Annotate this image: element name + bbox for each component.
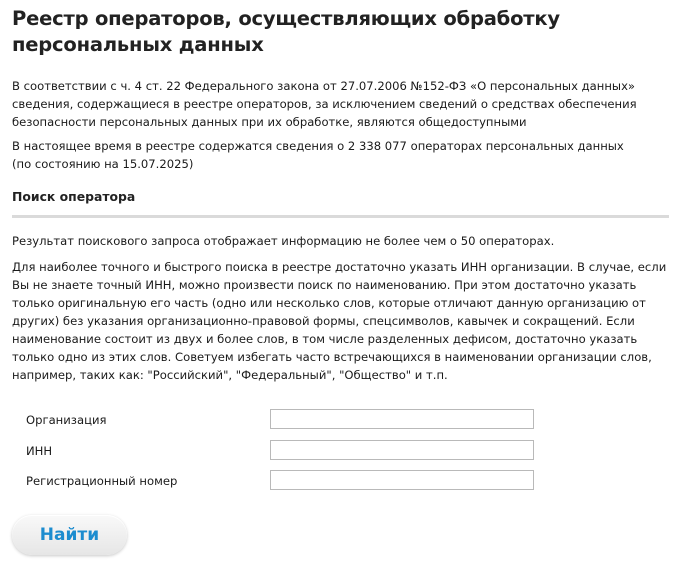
search-button[interactable]: Найти: [12, 515, 127, 555]
form-row-inn: [26, 440, 556, 462]
form-row-reg-number: [26, 470, 556, 492]
organization-input[interactable]: [270, 409, 534, 429]
section-divider: [12, 215, 669, 218]
organization-label: Организация: [26, 413, 107, 427]
section-title-search: Поиск оператора: [12, 189, 136, 204]
reg-number-input[interactable]: [270, 470, 534, 490]
inn-input[interactable]: [270, 440, 534, 460]
reg-number-label: Регистрационный номер: [26, 474, 178, 488]
registry-count-text: [12, 137, 672, 173]
results-limit-note: Результат поискового запроса отображает информацию не более чем о 50 операторах.: [12, 234, 555, 248]
page-content: [12, 6, 672, 545]
registry-count-line: В настоящее время в реестре содержатся сведения о 2 338 077 операторах персональных данных: [12, 139, 624, 153]
form-row-organization: [26, 409, 556, 431]
search-hint-text: Для наиболее точного и быстрого поиска в реестре достаточно указать ИНН организации. В случае, если Вы не знаете точный ИНН, можно произвести поиск по наименованию. При этом достаточно указать только оригинальную его часть (одно или несколько слов, которые отличают данную организацию от других) без указания организационно-правовой формы, спецсимволов, кавычек и сокращений. Если наименование состоит из двух и более слов, в том числе разделенных дефисом, достаточно указать только одно из этих слов. Советуем избегать часто встречающихся в наименовании организации слов, например, таких как: "Российский", "Федеральный", "Общество" и т.п.: [12, 260, 667, 382]
page-title: Реестр операторов, осуществляющих обработку персональных данных: [12, 7, 560, 56]
registry-date-line: (по состоянию на 15.07.2025): [12, 157, 194, 171]
inn-label: ИНН: [26, 444, 53, 458]
intro-text: В соответствии с ч. 4 ст. 22 Федерального закона от 27.07.2006 №152-ФЗ «О персональных данных» сведения, содержащиеся в реестре операторов, за исключением сведений о средствах обеспечения безопасности персональных данных при их обработке, являются общедоступными: [12, 79, 637, 129]
